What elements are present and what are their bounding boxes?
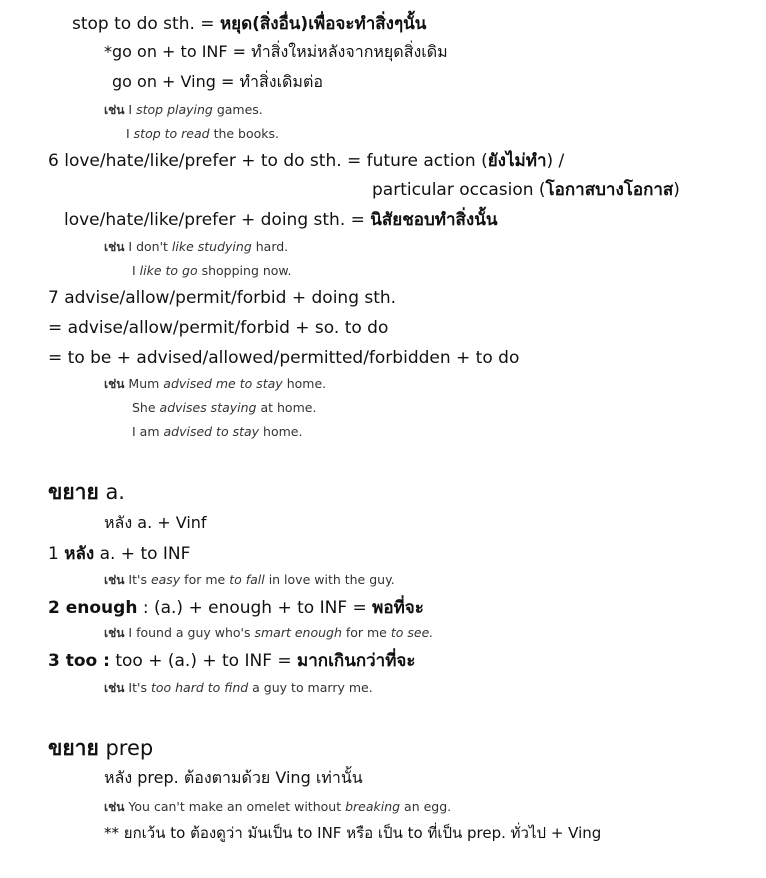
heading-text: prep bbox=[98, 736, 154, 760]
example-text: an egg. bbox=[400, 799, 452, 814]
example-marker: เช่น bbox=[104, 800, 125, 814]
rule-text: ) / bbox=[546, 151, 565, 171]
example-marker: เช่น bbox=[104, 573, 125, 587]
example-emphasis: stop playing bbox=[136, 102, 213, 117]
example-emphasis: stop to read bbox=[133, 126, 210, 141]
rule-text: to INF bbox=[292, 824, 347, 842]
rule-2-enough bbox=[48, 600, 424, 617]
example-text: home. bbox=[282, 376, 327, 391]
note-go-on-to-inf bbox=[104, 44, 448, 60]
rule-text: 7 advise/allow/permit/forbid + doing sth. bbox=[48, 288, 397, 308]
thai-word: หลัง bbox=[104, 768, 133, 787]
thai-word: หลัง bbox=[104, 513, 133, 532]
rule-number: 2 enough bbox=[48, 598, 138, 618]
thai-word: ที่เป็น bbox=[427, 824, 463, 842]
rule-text: stop to do sth. = bbox=[72, 14, 220, 34]
example-text: shopping now. bbox=[197, 263, 292, 278]
example-emphasis: breaking bbox=[345, 799, 401, 814]
thai-word: เท่านั้น bbox=[315, 768, 363, 787]
rule-text: to bbox=[165, 824, 191, 842]
example-text: I bbox=[132, 263, 140, 278]
thai-word: ยกเว้น bbox=[123, 824, 166, 842]
example-text: hard. bbox=[251, 239, 289, 254]
example-like-studying bbox=[104, 241, 288, 254]
example-easy bbox=[104, 574, 395, 587]
example-advises-staying bbox=[132, 402, 316, 415]
rule-stop-to-do bbox=[72, 16, 426, 33]
example-advised-me bbox=[104, 378, 326, 391]
thai-meaning: โอกาสบางโอกาส bbox=[545, 180, 674, 200]
example-text: I found a guy who's bbox=[124, 625, 255, 640]
example-marker: เช่น bbox=[104, 626, 125, 640]
rule-text: a. + Vinf bbox=[132, 513, 207, 532]
rule-7-so-to-do bbox=[48, 320, 388, 337]
example-emphasis: to see. bbox=[390, 625, 434, 640]
rule-text: love/hate/like/prefer + doing sth. = bbox=[64, 210, 371, 230]
thai-meaning: ยังไม่ทำ bbox=[487, 151, 547, 171]
rule-text: = advise/allow/permit/forbid + so. to do bbox=[48, 318, 389, 338]
rule-text: + Ving bbox=[546, 824, 602, 842]
rule-text: go on + Ving = bbox=[112, 72, 240, 91]
example-emphasis: advised me to stay bbox=[163, 376, 283, 391]
rule-7-doing bbox=[48, 290, 396, 307]
example-text: It's bbox=[124, 572, 151, 587]
rule-1-after-a bbox=[48, 546, 190, 563]
thai-word: หรือ เป็น bbox=[346, 824, 403, 842]
example-emphasis: to fall bbox=[229, 572, 265, 587]
example-emphasis: like to go bbox=[139, 263, 198, 278]
example-stop-playing bbox=[104, 104, 263, 117]
example-text: I bbox=[126, 126, 134, 141]
rule-6-to-do bbox=[48, 153, 564, 170]
rule-text: : (a.) + enough + to INF = bbox=[137, 598, 373, 618]
rule-text: Ving bbox=[270, 768, 316, 787]
rule-text: particular occasion ( bbox=[372, 180, 546, 200]
rule-text: = to be + advised/allowed/permitted/forbidden + to do bbox=[48, 348, 520, 368]
rule-text: too + (a.) + to INF = bbox=[109, 651, 298, 671]
thai-word: หลัง bbox=[64, 544, 95, 564]
rule-text: ) bbox=[673, 180, 680, 200]
example-text: I am bbox=[132, 424, 164, 439]
example-text: games. bbox=[212, 102, 263, 117]
example-text: Mum bbox=[124, 376, 164, 391]
thai-word: ทั่วไป bbox=[510, 824, 547, 842]
thai-meaning: นิสัยชอบทำสิ่งนั้น bbox=[370, 210, 498, 230]
example-breaking bbox=[104, 801, 451, 814]
example-text: the books. bbox=[209, 126, 280, 141]
rule-number: 3 too : bbox=[48, 651, 110, 671]
rule-text: to bbox=[402, 824, 428, 842]
example-stop-to-read bbox=[126, 128, 279, 141]
thai-meaning: ทำสิ่งเดิมต่อ bbox=[239, 72, 323, 91]
thai-word: ต้องดูว่า มันเป็น bbox=[190, 824, 293, 842]
section-heading-prep bbox=[48, 738, 153, 759]
example-emphasis: advised to stay bbox=[163, 424, 260, 439]
example-smart-enough bbox=[104, 627, 433, 640]
heading-text: a. bbox=[98, 480, 125, 504]
thai-meaning: พอที่จะ bbox=[372, 598, 424, 618]
example-text: She bbox=[132, 400, 160, 415]
note-go-on-ving bbox=[112, 74, 323, 90]
example-text: for me bbox=[341, 625, 391, 640]
example-marker: เช่น bbox=[104, 103, 125, 117]
rule-6-occasion bbox=[372, 182, 680, 199]
rule-number: 1 bbox=[48, 544, 65, 564]
rule-text: prep. bbox=[132, 768, 184, 787]
example-emphasis: like studying bbox=[171, 239, 252, 254]
rule-after-a-vinf bbox=[104, 515, 207, 531]
example-text: home. bbox=[259, 424, 303, 439]
example-emphasis: smart enough bbox=[254, 625, 342, 640]
example-advised-to-stay bbox=[132, 426, 302, 439]
example-text: a guy to marry me. bbox=[248, 680, 373, 695]
thai-word: ต้องตามด้วย bbox=[183, 768, 271, 787]
section-heading-adjective bbox=[48, 482, 125, 503]
rule-text: 6 love/hate/like/prefer + to do sth. = future action ( bbox=[48, 151, 488, 171]
example-like-to-go bbox=[132, 265, 291, 278]
rule-text: *go on + to INF = bbox=[104, 42, 252, 61]
example-too-hard bbox=[104, 682, 373, 695]
example-emphasis: easy bbox=[150, 572, 181, 587]
thai-meaning: มากเกินกว่าที่จะ bbox=[297, 651, 416, 671]
heading-thai: ขยาย bbox=[48, 736, 99, 760]
rule-text: prep. bbox=[462, 824, 511, 842]
example-marker: เช่น bbox=[104, 681, 125, 695]
example-text: for me bbox=[180, 572, 230, 587]
example-marker: เช่น bbox=[104, 377, 125, 391]
example-emphasis: too hard to find bbox=[150, 680, 249, 695]
example-text: It's bbox=[124, 680, 151, 695]
example-emphasis: advises staying bbox=[159, 400, 257, 415]
rule-text: a. + to INF bbox=[94, 544, 191, 564]
example-marker: เช่น bbox=[104, 240, 125, 254]
thai-meaning: ทำสิ่งใหม่หลังจากหยุดสิ่งเดิม bbox=[251, 42, 448, 61]
rule-text: ** bbox=[104, 824, 124, 842]
example-text: I bbox=[124, 102, 137, 117]
rule-after-prep bbox=[104, 770, 363, 786]
rule-6-doing bbox=[64, 212, 497, 229]
example-text: at home. bbox=[256, 400, 317, 415]
thai-meaning: หยุด(สิ่งอื่น)เพื่อจะทำสิ่งๆนั้น bbox=[219, 14, 427, 34]
example-text: in love with the guy. bbox=[264, 572, 395, 587]
note-exception-to bbox=[104, 826, 601, 841]
example-text: You can't make an omelet without bbox=[124, 799, 346, 814]
rule-7-passive bbox=[48, 350, 519, 367]
heading-thai: ขยาย bbox=[48, 480, 99, 504]
rule-3-too bbox=[48, 653, 416, 670]
example-text: I don't bbox=[124, 239, 172, 254]
